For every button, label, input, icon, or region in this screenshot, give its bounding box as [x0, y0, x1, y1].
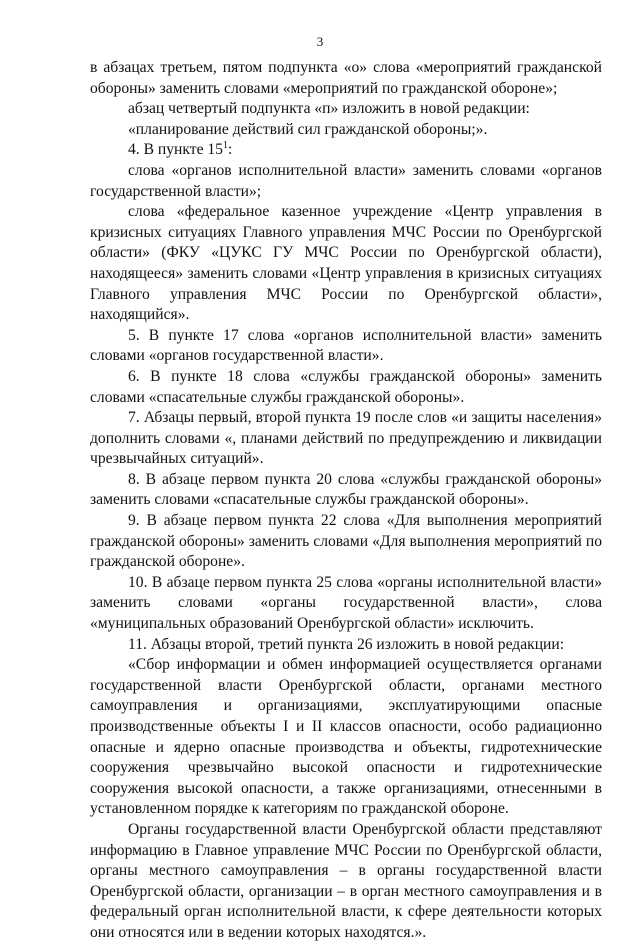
paragraph-item-4 [90, 140, 602, 161]
paragraph-item-8: 8. В абзаце первом пункта 20 слова «службы гражданской обороны» заменить словами «спасательные службы гражданской обороны». [90, 470, 602, 509]
paragraph-item-11-quote-2: Органы государственной власти Оренбургской области представляют информацию в Главное управление МЧС России по Оренбургской области, органы местного самоуправления – в органы государственной власти Оренбургской области, организации – в орган местного самоуправления и в федеральный орган исполнительной власти, к сфере деятельности которых они относятся или в ведении которых находятся.». [90, 820, 602, 941]
paragraph-item-4-change-1: слова «органов исполнительной власти» заменить словами «органов государственной власти»; [90, 161, 602, 200]
paragraph-item-9: 9. В абзаце первом пункта 22 слова «Для выполнения мероприятий гражданской обороны» заменить словами «Для выполнения мероприятий по гражданской обороне». [90, 512, 602, 571]
paragraph-item-4-change-2: слова «федеральное казенное учреждение «Центр управления в кризисных ситуациях Главного управления МЧС России по Оренбургской области» (ФКУ «ЦУКС ГУ МЧС России по Оренбургской области), находящееся» заменить словами «Центр управления в кризисных ситуациях Главного управления МЧС России по Оренбургской области», находящийся». [90, 203, 602, 324]
paragraph-subitem-p-intro: абзац четвертый подпункта «п» изложить в новой редакции: [128, 100, 530, 118]
paragraph-subitem-o-continuation: в абзацах третьем, пятом подпункта «о» слова «мероприятий гражданской обороны» заменить словами «мероприятий по гражданской обороне»; [90, 59, 602, 97]
paragraph-item-7: 7. Абзацы первый, второй пункта 19 после слов «и защиты населения» дополнить словами «, планами действий по предупреждению и ликвидации чрезвычайных ситуаций». [90, 409, 602, 468]
paragraph-item-6: 6. В пункте 18 слова «службы гражданской обороны» заменить словами «спасательные службы гражданской обороны». [90, 367, 602, 406]
paragraph-item-11-quote-1: «Сбор информации и обмен информацией осуществляется органами государственной власти Оренбургской области, органами местного самоуправления и организациями, эксплуатирующими опасные производственные объекты I и II классов опасности, особо радиационно опасные и ядерно опасные производства и объекты, гидротехнические сооружения чрезвычайно высокой опасности и гидротехнические сооружения высокой опасности, а также организациями, отнесенными в установленном порядке к категориям по гражданской обороне. [90, 656, 602, 818]
paragraph-item-5: 5. В пункте 17 слова «органов исполнительной власти» заменить словами «органов государственной власти». [90, 326, 602, 365]
page-number: 3 [316, 34, 324, 49]
paragraph-subitem-p-new-text: «планирование действий сил гражданской обороны;». [128, 120, 488, 138]
paragraph-item-10: 10. В абзаце первом пункта 25 слова «органы исполнительной власти» заменить словами «органы государственной власти», слова «муниципальных образований Оренбургской области» исключить. [90, 573, 602, 633]
document-body [90, 58, 602, 944]
paragraph-item-11: 11. Абзацы второй, третий пункта 26 изложить в новой редакции: [128, 635, 565, 653]
item-4-suffix: : [227, 141, 233, 159]
item-4-superscript: 1 [222, 140, 228, 152]
item-4-prefix: 4. В пункте 15 [128, 141, 223, 159]
